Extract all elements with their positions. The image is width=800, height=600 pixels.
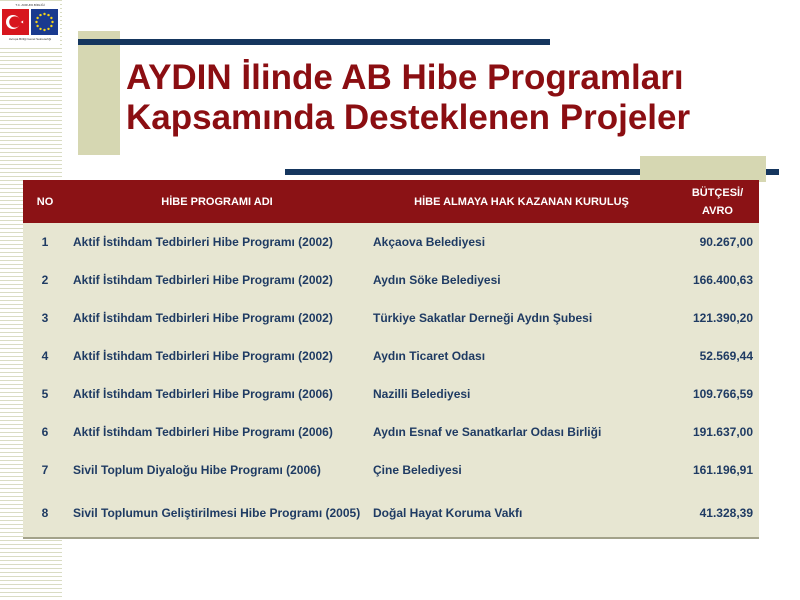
header-budget-line1: BÜTÇESİ/ xyxy=(691,186,744,199)
cell-no: 1 xyxy=(23,223,67,261)
cell-program: Sivil Toplumun Geliştirilmesi Hibe Programı (2005) xyxy=(67,489,367,538)
cell-budget: 121.390,20 xyxy=(676,299,759,337)
cell-org: Aydın Söke Belediyesi xyxy=(367,261,676,299)
table-row xyxy=(23,489,759,538)
logo-top-text: T.C. AVRUPA BİRLİĞİ xyxy=(15,3,45,7)
cell-org: Nazilli Belediyesi xyxy=(367,375,676,413)
cell-no: 5 xyxy=(23,375,67,413)
table-row xyxy=(23,451,759,489)
cell-budget: 109.766,59 xyxy=(676,375,759,413)
decorative-block-bottom xyxy=(640,156,766,182)
cell-budget: 52.569,44 xyxy=(676,337,759,375)
header-budget-line2: AVRO xyxy=(702,204,733,217)
header-program: HİBE PROGRAMI ADI xyxy=(67,180,367,223)
eu-flag-icon xyxy=(31,9,58,35)
cell-no: 2 xyxy=(23,261,67,299)
cell-no: 4 xyxy=(23,337,67,375)
table-row xyxy=(23,413,759,451)
cell-program: Aktif İstihdam Tedbirleri Hibe Programı (2006) xyxy=(67,413,367,451)
cell-budget: 161.196,91 xyxy=(676,451,759,489)
cell-org: Aydın Esnaf ve Sanatkarlar Odası Birliği xyxy=(367,413,676,451)
header-budget xyxy=(676,180,759,223)
cell-org: Akçaova Belediyesi xyxy=(367,223,676,261)
cell-budget: 41.328,39 xyxy=(676,489,759,538)
cell-program: Sivil Toplum Diyaloğu Hibe Programı (2006) xyxy=(67,451,367,489)
cell-budget: 166.400,63 xyxy=(676,261,759,299)
decorative-line-top xyxy=(78,39,550,45)
grants-table xyxy=(23,180,759,539)
cell-org: Çine Belediyesi xyxy=(367,451,676,489)
cell-org: Aydın Ticaret Odası xyxy=(367,337,676,375)
logo-caption: Avrupa Birliği Genel Sekreterliği xyxy=(8,37,52,41)
decorative-block-top xyxy=(78,31,120,155)
header-org: HİBE ALMAYA HAK KAZANAN KURULUŞ xyxy=(367,180,676,223)
cell-program: Aktif İstihdam Tedbirleri Hibe Programı (2002) xyxy=(67,337,367,375)
page-title xyxy=(126,58,796,138)
cell-no: 6 xyxy=(23,413,67,451)
cell-budget: 191.637,00 xyxy=(676,413,759,451)
cell-program: Aktif İstihdam Tedbirleri Hibe Programı (2002) xyxy=(67,299,367,337)
page-title-line1: AYDIN İlinde AB Hibe Programları xyxy=(126,58,684,97)
logo xyxy=(0,3,60,45)
cell-no: 3 xyxy=(23,299,67,337)
table-header-row xyxy=(23,180,759,223)
table-row xyxy=(23,223,759,261)
cell-org: Türkiye Sakatlar Derneği Aydın Şubesi xyxy=(367,299,676,337)
cell-org: Doğal Hayat Koruma Vakfı xyxy=(367,489,676,538)
cell-no: 8 xyxy=(23,489,67,538)
table-row xyxy=(23,261,759,299)
cell-program: Aktif İstihdam Tedbirleri Hibe Programı (2002) xyxy=(67,223,367,261)
cell-program: Aktif İstihdam Tedbirleri Hibe Programı (2006) xyxy=(67,375,367,413)
cell-no: 7 xyxy=(23,451,67,489)
table-row xyxy=(23,375,759,413)
cell-budget: 90.267,00 xyxy=(676,223,759,261)
table-row xyxy=(23,337,759,375)
table-row xyxy=(23,299,759,337)
page-title-line2: Kapsamında Desteklenen Projeler xyxy=(126,98,691,137)
turkey-flag-icon xyxy=(2,9,29,35)
header-no: NO xyxy=(23,180,67,223)
cell-program: Aktif İstihdam Tedbirleri Hibe Programı (2002) xyxy=(67,261,367,299)
